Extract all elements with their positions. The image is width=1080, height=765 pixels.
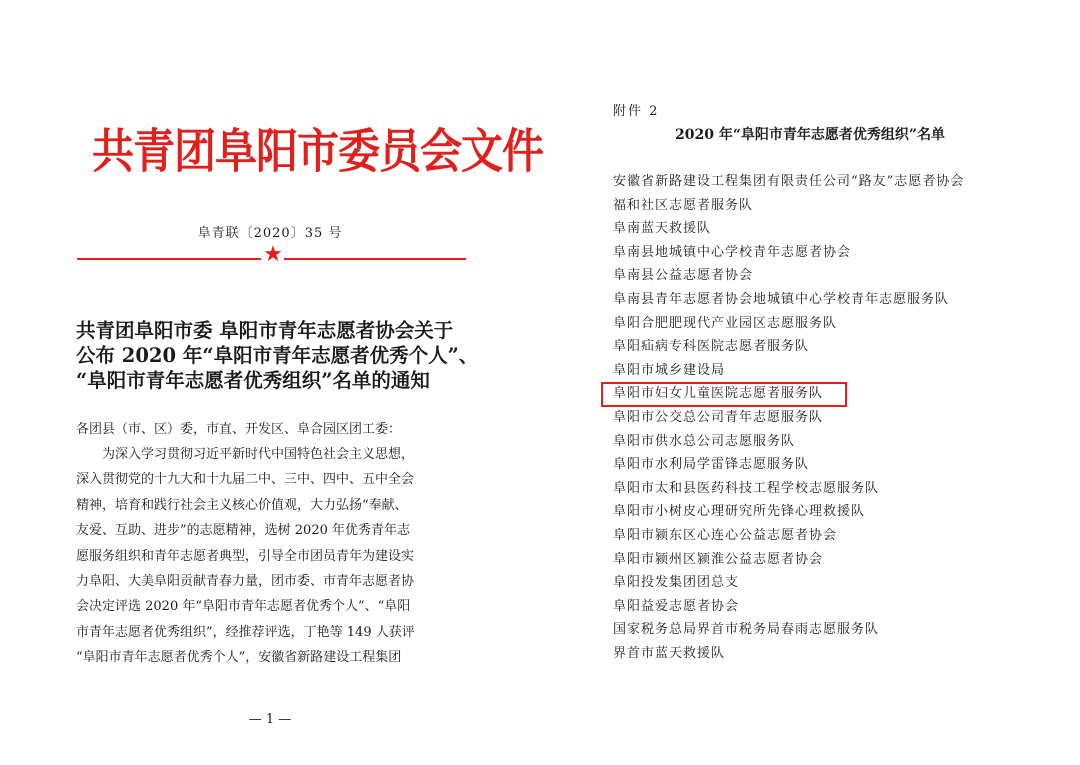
addressee: 各团县（市、区）委，市直、开发区、阜合园区团工委： — [76, 422, 402, 437]
organization-item: 国家税务总局界首市税务局春雨志愿服务队 — [613, 622, 880, 638]
organization-item: 安徽省新路建设工程集团有限责任公司“路友”志愿者协会 — [613, 174, 965, 189]
organization-item: 阜阳市城乡建设局 — [613, 362, 726, 378]
notice-title-line: 公布 2020 年“阜阳市青年志愿者优秀个人”、 — [76, 344, 479, 367]
organization-item: 阜阳市水利局学雷锋志愿服务队 — [613, 457, 810, 473]
organization-item: 福和社区志愿者服务队 — [613, 197, 754, 213]
organization-item-highlighted: 阜阳市妇女儿童医院志愿者服务队 — [613, 386, 824, 402]
body-line: 友爱、互助、进步”的志愿精神，选树 2020 年优秀青年志 — [76, 523, 410, 539]
organization-item: 阜阳疝病专科医院志愿者服务队 — [613, 339, 810, 355]
highlight-box — [601, 382, 847, 407]
page-number: — 1 — — [248, 712, 292, 727]
organization-item: 界首市蓝天救援队 — [613, 645, 726, 661]
organization-item: 阜南蓝天救援队 — [613, 221, 712, 237]
red-rule-left — [77, 258, 261, 260]
organization-list — [613, 170, 964, 665]
organization-item: 阜阳合肥肥现代产业园区志愿服务队 — [613, 315, 838, 331]
body-line: 愿服务组织和青年志愿者典型，引导全市团员青年为建设实 — [76, 548, 415, 564]
organization-item: 阜阳市供水总公司志愿服务队 — [613, 433, 796, 449]
notice-title-line: “阜阳市青年志愿者优秀组织”名单的通知 — [76, 369, 430, 392]
red-rule-right — [284, 258, 466, 260]
organization-item: 阜阳市颍州区颍淮公益志愿者协会 — [613, 551, 824, 567]
organization-item: 阜南县地城镇中心学校青年志愿者协会 — [613, 244, 852, 260]
body-text — [76, 442, 476, 671]
organization-item: 阜南县青年志愿者协会地城镇中心学校青年志愿服务队 — [613, 291, 950, 307]
organization-item: 阜阳市太和县医药科技工程学校志愿服务队 — [613, 480, 880, 496]
organization-item: 阜南县公益志愿者协会 — [613, 268, 754, 284]
organization-item: 阜阳市公交总公司青年志愿服务队 — [613, 409, 824, 425]
organization-item: 阜阳市小树皮心理研究所先锋心理救援队 — [613, 504, 866, 520]
notice-title — [76, 318, 496, 393]
organization-item: 阜阳益爱志愿者协会 — [613, 598, 740, 614]
star-icon: ★ — [263, 242, 283, 267]
body-line: 会决定评选 2020 年“阜阳市青年志愿者优秀个人”、“阜阳 — [76, 599, 411, 615]
body-line: 力阜阳、大美阜阳贡献青春力量，团市委、市青年志愿者协 — [76, 574, 415, 590]
notice-title-line: 共青团阜阳市委 阜阳市青年志愿者协会关于 — [76, 319, 454, 342]
body-line: “阜阳市青年志愿者优秀个人”，安徽省新路建设工程集团 — [76, 650, 402, 666]
body-line: 为深入学习贯彻习近平新时代中国特色社会主义思想， — [76, 447, 415, 462]
body-line: 深入贯彻党的十九大和十九届二中、三中、四中、五中全会 — [76, 472, 415, 488]
document-header: 共青团阜阳市委员会文件 — [92, 123, 544, 179]
body-line: 精神，培育和践行社会主义核心价值观，大力弘扬“奉献、 — [76, 497, 408, 513]
document-number: 阜青联〔2020〕35 号 — [197, 226, 343, 241]
organization-item: 阜阳投发集团团总支 — [613, 575, 740, 591]
list-title: 2020 年“阜阳市青年志愿者优秀组织”名单 — [675, 127, 945, 143]
attachment-label: 附件 2 — [613, 104, 660, 119]
body-line: 市青年志愿者优秀组织”，经推荐评选，丁艳等 149 人获评 — [76, 624, 415, 640]
organization-item: 阜阳市颍东区心连心公益志愿者协会 — [613, 527, 838, 543]
